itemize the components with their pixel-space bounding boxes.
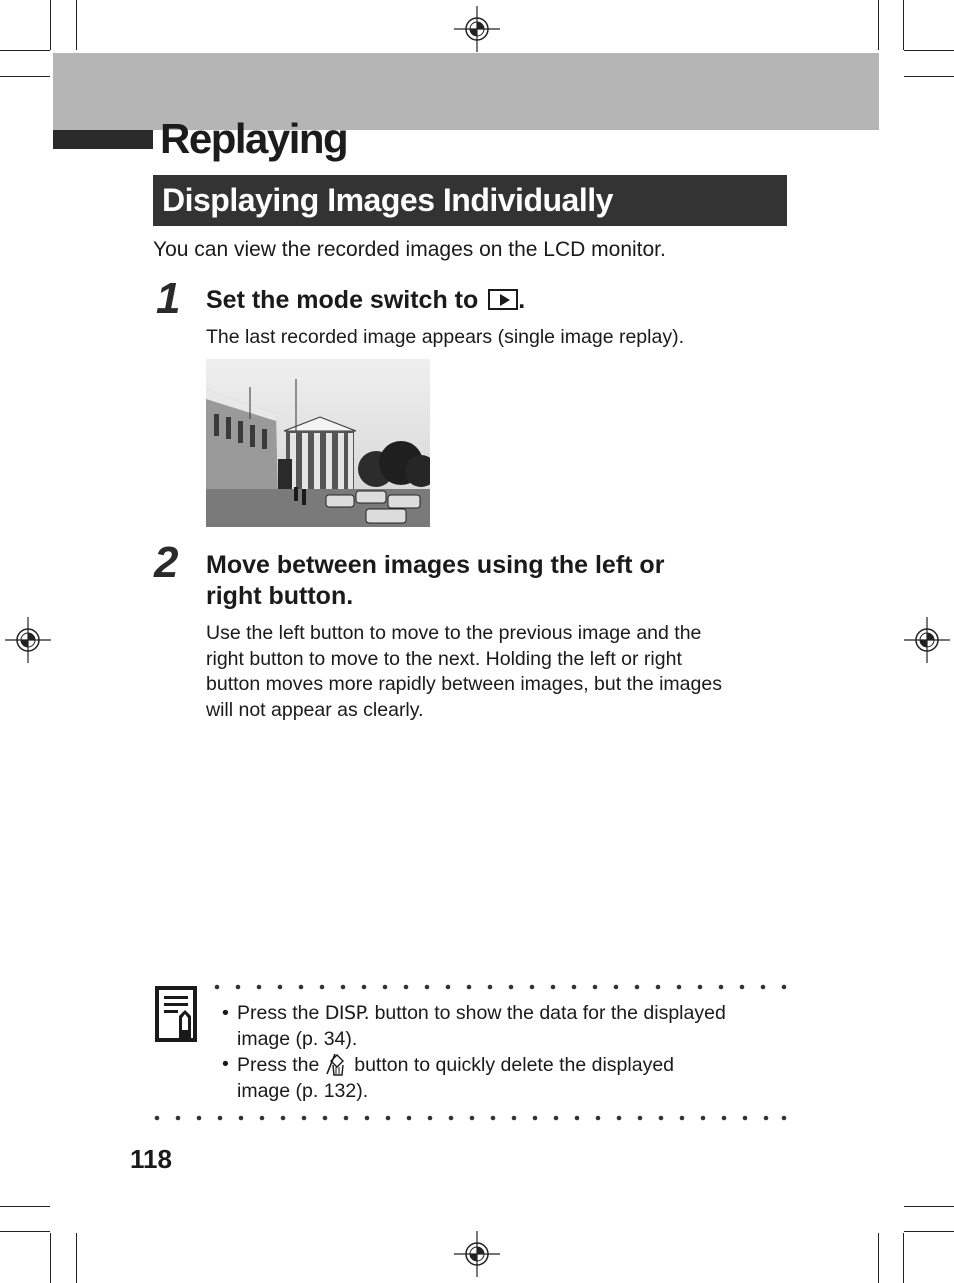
sample-photo-image [206, 359, 430, 527]
intro-text: You can view the recorded images on the LCD monitor. [153, 238, 666, 261]
section-title: Displaying Images Individually [162, 182, 613, 218]
registration-mark-icon [454, 1231, 500, 1277]
note-item [222, 1052, 792, 1104]
disp-button-label: DISP. [324, 1002, 370, 1024]
note-text: Press the [237, 1054, 320, 1076]
replay-mode-icon [488, 289, 518, 310]
registration-mark-icon [454, 6, 500, 52]
trash-icon [325, 1052, 349, 1076]
note-text: button to quickly delete the displayed [354, 1054, 675, 1076]
dotted-divider [153, 1114, 789, 1122]
step-description: The last recorded image appears (single image replay). [206, 326, 684, 348]
registration-mark-icon [904, 617, 950, 663]
chapter-title: Replaying [160, 115, 348, 162]
dotted-divider [213, 983, 789, 991]
body-line: button moves more rapidly between images, but the images [206, 673, 722, 695]
notes-list [222, 1001, 792, 1104]
title-accent-bar [53, 130, 153, 149]
note-text: image (p. 34). [237, 1027, 358, 1050]
step-number: 2 [154, 538, 179, 587]
note-text: button to show the data for the displayed [374, 1002, 726, 1024]
memo-icon [155, 986, 199, 1042]
step-title [206, 285, 525, 316]
step-title [206, 550, 664, 612]
body-line: Use the left button to move to the previous image and the [206, 622, 702, 644]
note-text: image (p. 132). [237, 1079, 369, 1102]
step-title-line: right button. [206, 582, 354, 610]
step-number: 1 [156, 274, 181, 323]
note-text: Press the [237, 1002, 320, 1024]
registration-mark-icon [5, 617, 51, 663]
step-title-line: Move between images using the left or [206, 551, 665, 579]
body-line: right button to move to the next. Holding the left or right [206, 647, 682, 670]
step-title-text: Set the mode switch to [206, 286, 479, 314]
step-title-end: . [518, 286, 526, 314]
body-line: will not appear as clearly. [206, 698, 424, 721]
section-header [153, 175, 787, 226]
step-description [206, 621, 722, 723]
page-number: 118 [130, 1144, 172, 1174]
note-item [222, 1001, 792, 1052]
